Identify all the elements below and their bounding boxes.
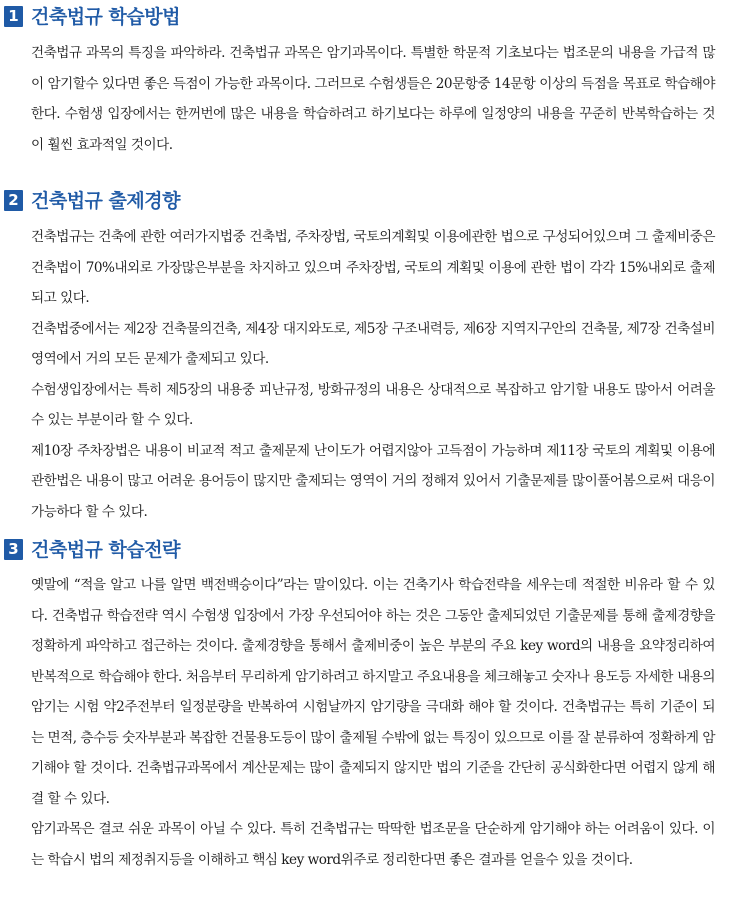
- section-title: 건축법규 학습전략: [31, 539, 180, 561]
- section-3-body: [31, 570, 715, 875]
- paragraph: 제10장 주차장법은 내용이 비교적 적고 출제문제 난이도가 어렵지않아 고득점이 가능하며 제11장 국토의 계획및 이용에 관한법은 내용이 많고 어려운 용어등이 많지만 출제되는 영역이 거의 정해져 있어서 기출문제를 많이풀어봄으로써 대응이 가능하다 할 수 있다.: [31, 442, 715, 520]
- paragraph: 건축법규는 건축에 관한 여러가지법중 건축법, 주차장법, 국토의계획및 이용에관한 법으로 구성되어있으며 그 출제비중은 건축법이 70%내외로 가장많은부분을 차지하고 있으며 주차장법, 국토의 계획및 이용에 관한 법이 각각 15%내외로 출제되고 있다.: [31, 229, 715, 306]
- section-title: 건축법규 출제경향: [31, 190, 180, 212]
- section-2-body: [31, 222, 715, 527]
- section-3: [0, 537, 738, 868]
- paragraph: 옛말에 “적을 알고 나를 알면 백전백승이다”라는 말이있다. 이는 건축기사 학습전략을 세우는데 적절한 비유라 할 수 있다. 건축법규 학습전략 역시 수험생 입장에서 가장 우선되어야 하는 것은 그동안 출제되었던 기출문제를 통해 출제경향을 정확하게 파악하고 접근하는 것이다. 출제경향을 통해서 출제비중이 높은 부분의 주요 key word의 내용을 요약정리하여 반복적으로 학습해야 한다. 처음부터 무리하게 암기하려고 하지말고 주요내용을 체크해놓고 숫자나 용도등 자세한 내용의 암기는 시험 약2주전부터 일정분량을 반복하여 시험날까지 암기량을 극대화 해야 할 것이다. 건축법규는 특히 기준이 되는 면적, 층수등 숫자부분과 복잡한 건물용도등이 많이 출제될 수밖에 없는 특징이 있으므로 이를 잘 분류하여 정확하게 암기해야 할 것이다. 건축법규과목에서 계산문제는 많이 출제되지 않지만 법의 기준을 간단히 공식화한다면 어렵지 않게 해결 할 수 있다.: [31, 577, 715, 807]
- section-2-heading: [0, 188, 738, 216]
- paragraph: 건축법중에서는 제2장 건축물의건축, 제4장 대지와도로, 제5장 구조내력등, 제6장 지역지구안의 건축물, 제7장 건축설비영역에서 거의 모든 문제가 출제되고 있다.: [31, 320, 715, 367]
- paragraph: 암기과목은 결코 쉬운 과목이 아닐 수 있다. 특히 건축법규는 딱딱한 법조문을 단순하게 암기해야 하는 어려움이 있다. 이는 학습시 법의 제정취지등을 이해하고 핵심 key word위주로 정리한다면 좋은 결과를 얻을수 있을 것이다.: [31, 821, 715, 868]
- section-number-badge: 2: [4, 190, 23, 211]
- paragraph: 건축법규 과목의 특징을 파악하라. 건축법규 과목은 암기과목이다. 특별한 학문적 기초보다는 법조문의 내용을 가급적 많이 암기할수 있다면 좋은 득점이 가능한 과목이다. 그러므로 수험생들은 20문항중 14문항 이상의 득점을 목표로 학습해야한다. 수험생 입장에서는 한꺼번에 많은 내용을 학습하려고 하기보다는 하루에 일정양의 내용을 꾸준히 반복학습하는 것이 훨씬 효과적일 것이다.: [31, 45, 716, 153]
- section-1: [0, 4, 738, 153]
- section-1-heading: [0, 4, 738, 32]
- section-number-badge: 1: [4, 6, 23, 27]
- section-number-badge: 3: [4, 539, 23, 560]
- section-title: 건축법규 학습방법: [31, 6, 180, 28]
- section-1-body: [31, 38, 715, 160]
- section-3-heading: [0, 537, 738, 565]
- section-2: [0, 188, 738, 520]
- paragraph: 수험생입장에서는 특히 제5장의 내용중 피난규정, 방화규정의 내용은 상대적으로 복잡하고 암기할 내용도 많아서 어려울 수 있는 부분이라 할 수 있다.: [31, 381, 715, 428]
